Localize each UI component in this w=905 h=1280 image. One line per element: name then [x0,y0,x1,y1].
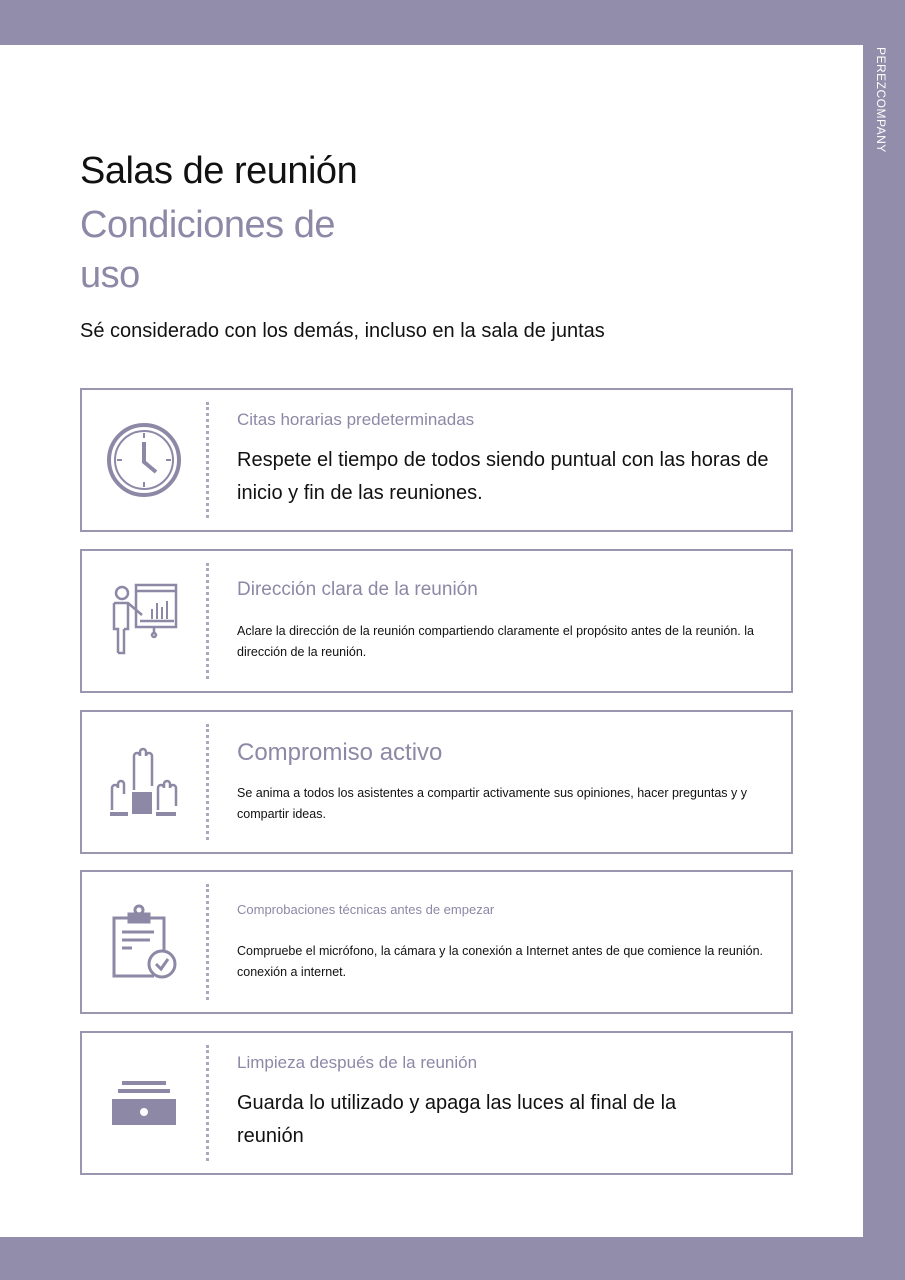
card-engagement [80,710,793,854]
card-punctuality [80,388,793,532]
page-title: Salas de reunión [80,150,358,192]
dotted-divider [206,884,209,1000]
presentation-icon [104,581,184,661]
card-body: Guarda lo utilizado y apaga las luces al final de la reunión [237,1092,677,1147]
card-heading: Citas horarias predeterminadas [237,410,475,429]
card-heading: Dirección clara de la reunión [237,579,478,600]
card-heading: Comprobaciones técnicas antes de empezar [237,901,495,917]
card-body: Compruebe el micrófono, la cámara y la conexión a Internet antes de que comience la reunión. conexión a internet. [237,943,763,979]
card-body: Respete el tiempo de todos siendo puntual con las horas de inicio y fin de las reuniones. [237,449,769,504]
brand-label: PEREZCOMPANY [874,47,888,153]
dotted-divider [206,724,209,840]
clipboard-check-icon [104,902,184,982]
intro-text: Sé considerado con los demás, incluso en la sala de juntas [80,320,605,342]
card-cleanup [80,1031,793,1175]
card-body: Aclare la dirección de la reunión compartiendo claramente el propósito antes de la reunión. la dirección de la reunión. [237,624,754,659]
raised-hands-icon [104,742,184,822]
card-direction [80,549,793,693]
card-heading: Compromiso activo [237,739,443,766]
dotted-divider [206,563,209,679]
side-band [863,0,905,1280]
clock-icon [104,420,184,500]
card-tech-checks [80,870,793,1014]
card-body: Se anima a todos los asistentes a compartir activamente sus opiniones, hacer preguntas y y compartir ideas. [237,786,747,821]
page-subtitle: Condiciones de uso [80,204,335,296]
bottom-band [0,1237,905,1280]
card-heading: Limpieza después de la reunión [237,1053,478,1072]
dotted-divider [206,402,209,518]
top-band [0,0,905,45]
dotted-divider [206,1045,209,1161]
drawer-icon [104,1063,184,1143]
